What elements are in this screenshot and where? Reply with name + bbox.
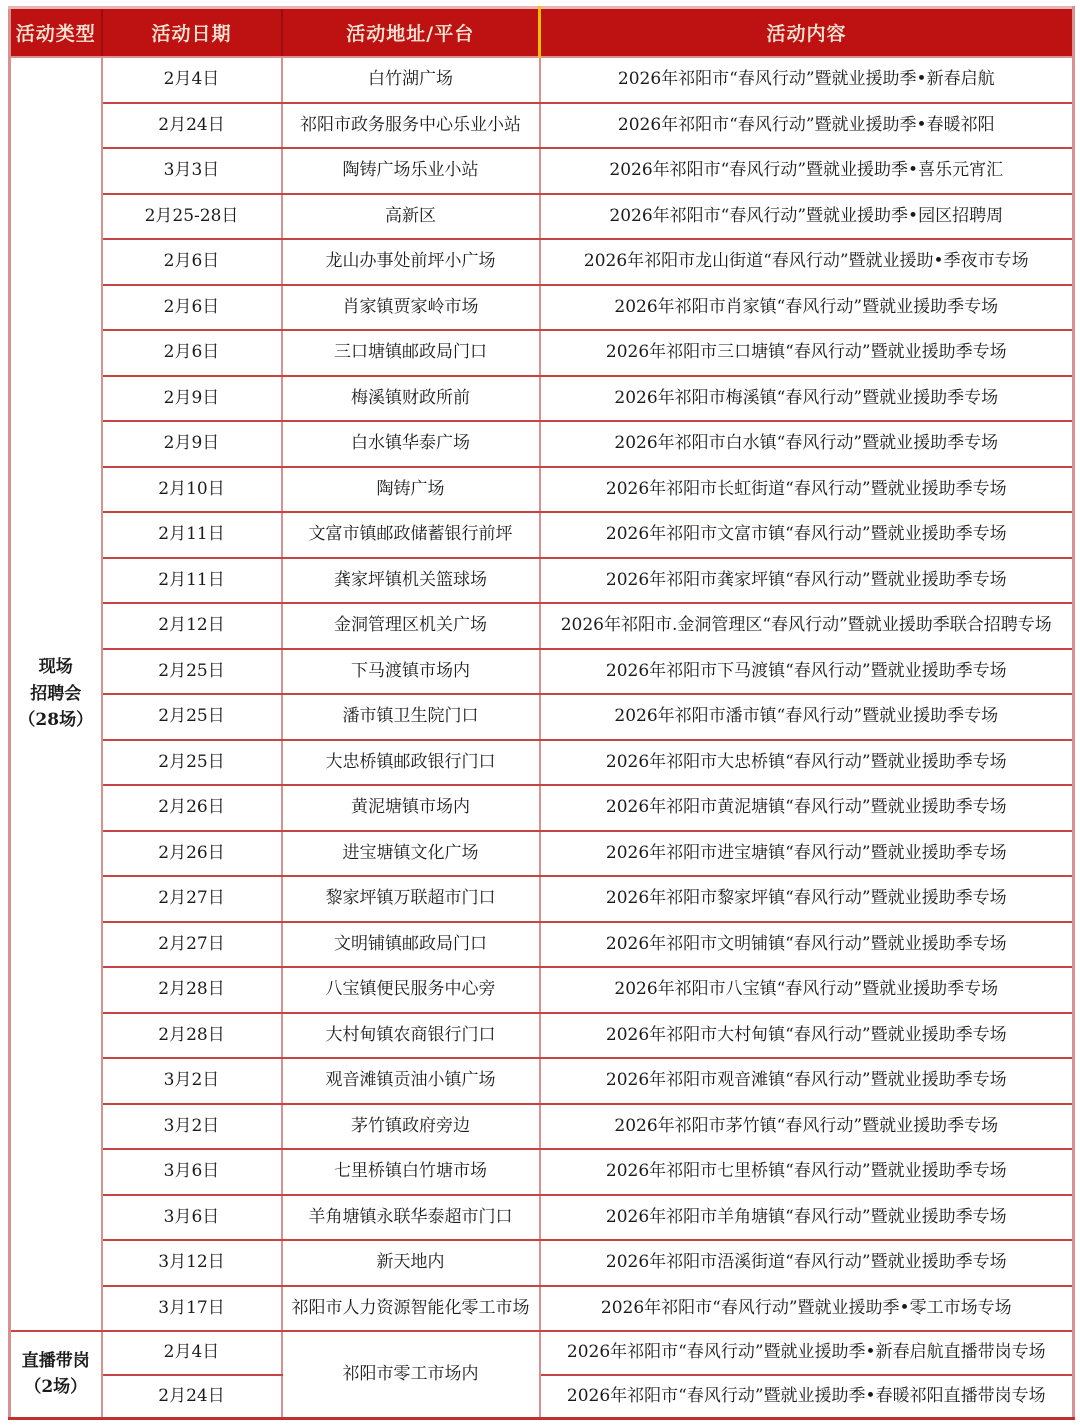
header-activity-content: 活动内容 [540,8,1074,58]
table-row [10,785,1074,831]
activity-location-cell: 茅竹镇政府旁边 [282,1104,540,1150]
activity-content-cell: 2026年祁阳市黄泥塘镇“春风行动”暨就业援助季专场 [540,785,1074,831]
table-row [10,1331,1074,1375]
table-row [10,1375,1074,1419]
activity-date-cell: 2月9日 [102,421,282,467]
activity-location-cell: 陶铸广场乐业小站 [282,148,540,194]
activity-schedule-table [8,6,1075,1420]
table-row [10,103,1074,149]
activity-date-cell: 2月25日 [102,694,282,740]
activity-location-cell: 肖家镇贾家岭市场 [282,285,540,331]
activity-date-cell: 3月3日 [102,148,282,194]
activity-content-cell: 2026年祁阳市观音滩镇“春风行动”暨就业援助季专场 [540,1058,1074,1104]
table-row [10,649,1074,695]
table-header-row [10,8,1074,58]
activity-location-cell: 黎家坪镇万联超市门口 [282,876,540,922]
activity-content-cell: 2026年祁阳市文富市镇“春风行动”暨就业援助季专场 [540,512,1074,558]
activity-date-cell: 3月6日 [102,1195,282,1241]
activity-date-cell: 2月4日 [102,57,282,103]
activity-date-cell: 2月4日 [102,1331,282,1375]
activity-date-cell: 2月28日 [102,1013,282,1059]
activity-location-cell: 潘市镇卫生院门口 [282,694,540,740]
activity-content-cell: 2026年祁阳市七里桥镇“春风行动”暨就业援助季专场 [540,1149,1074,1195]
table-row [10,740,1074,786]
table-row [10,1149,1074,1195]
activity-location-cell: 七里桥镇白竹塘市场 [282,1149,540,1195]
activity-location-cell: 大村甸镇农商银行门口 [282,1013,540,1059]
activity-content-cell: 2026年祁阳市下马渡镇“春风行动”暨就业援助季专场 [540,649,1074,695]
activity-content-cell: 2026年祁阳市“春风行动”暨就业援助季•新春启航直播带岗专场 [540,1331,1074,1375]
activity-location-cell: 陶铸广场 [282,467,540,513]
activity-location-cell: 文富市镇邮政储蓄银行前坪 [282,512,540,558]
table-row [10,148,1074,194]
header-activity-type: 活动类型 [10,8,102,58]
table-row [10,876,1074,922]
activity-date-cell: 2月27日 [102,876,282,922]
activity-content-cell: 2026年祁阳市“春风行动”暨就业援助季•新春启航 [540,57,1074,103]
activity-date-cell: 2月26日 [102,831,282,877]
activity-location-cell: 羊角塘镇永联华泰超市门口 [282,1195,540,1241]
activity-date-cell: 2月24日 [102,1375,282,1419]
activity-date-cell: 2月25-28日 [102,194,282,240]
activity-date-cell: 2月28日 [102,967,282,1013]
activity-date-cell: 2月10日 [102,467,282,513]
activity-content-cell: 2026年祁阳市八宝镇“春风行动”暨就业援助季专场 [540,967,1074,1013]
activity-content-cell: 2026年祁阳市龙山街道“春风行动”暨就业援助•季夜市专场 [540,239,1074,285]
activity-location-cell: 黄泥塘镇市场内 [282,785,540,831]
activity-date-cell: 2月12日 [102,603,282,649]
table-row [10,1013,1074,1059]
activity-location-cell: 新天地内 [282,1240,540,1286]
activity-content-cell: 2026年祁阳市白水镇“春风行动”暨就业援助季专场 [540,421,1074,467]
activity-date-cell: 2月25日 [102,740,282,786]
table-row [10,922,1074,968]
activity-date-cell: 2月11日 [102,512,282,558]
activity-location-cell: 下马渡镇市场内 [282,649,540,695]
table-row [10,467,1074,513]
table-row [10,512,1074,558]
activity-content-cell: 2026年祁阳市进宝塘镇“春风行动”暨就业援助季专场 [540,831,1074,877]
activity-location-cell: 龚家坪镇机关篮球场 [282,558,540,604]
activity-location-cell: 祁阳市人力资源智能化零工市场 [282,1286,540,1332]
activity-content-cell: 2026年祁阳市长虹街道“春风行动”暨就业援助季专场 [540,467,1074,513]
table-row [10,1195,1074,1241]
table-row [10,1240,1074,1286]
activity-location-cell: 进宝塘镇文化广场 [282,831,540,877]
table-row [10,57,1074,103]
table-row [10,194,1074,240]
activity-location-cell: 大忠桥镇邮政银行门口 [282,740,540,786]
activity-date-cell: 2月9日 [102,376,282,422]
activity-content-cell: 2026年祁阳市潘市镇“春风行动”暨就业援助季专场 [540,694,1074,740]
table-row [10,694,1074,740]
activity-date-cell: 2月26日 [102,785,282,831]
activity-date-cell: 2月25日 [102,649,282,695]
table-row [10,421,1074,467]
activity-content-cell: 2026年祁阳市“春风行动”暨就业援助季•园区招聘周 [540,194,1074,240]
activity-content-cell: 2026年祁阳市梅溪镇“春风行动”暨就业援助季专场 [540,376,1074,422]
activity-content-cell: 2026年祁阳市茅竹镇“春风行动”暨就业援助季专场 [540,1104,1074,1150]
activity-content-cell: 2026年祁阳市浯溪街道“春风行动”暨就业援助季专场 [540,1240,1074,1286]
table-row [10,239,1074,285]
activity-content-cell: 2026年祁阳市羊角塘镇“春风行动”暨就业援助季专场 [540,1195,1074,1241]
activity-location-cell: 祁阳市零工市场内 [282,1331,540,1418]
activity-location-cell: 白竹湖广场 [282,57,540,103]
activity-content-cell: 2026年祁阳市黎家坪镇“春风行动”暨就业援助季专场 [540,876,1074,922]
activity-location-cell: 文明铺镇邮政局门口 [282,922,540,968]
activity-date-cell: 2月6日 [102,285,282,331]
activity-location-cell: 梅溪镇财政所前 [282,376,540,422]
activity-location-cell: 祁阳市政务服务中心乐业小站 [282,103,540,149]
table-row [10,603,1074,649]
activity-location-cell: 三口塘镇邮政局门口 [282,330,540,376]
table-row [10,376,1074,422]
activity-date-cell: 2月6日 [102,239,282,285]
activity-content-cell: 2026年祁阳市文明铺镇“春风行动”暨就业援助季专场 [540,922,1074,968]
table-row [10,1286,1074,1332]
table-row [10,831,1074,877]
activity-date-cell: 2月6日 [102,330,282,376]
table-row [10,285,1074,331]
activity-content-cell: 2026年祁阳市龚家坪镇“春风行动”暨就业援助季专场 [540,558,1074,604]
activity-date-cell: 2月27日 [102,922,282,968]
activity-location-cell: 龙山办事处前坪小广场 [282,239,540,285]
activity-date-cell: 3月2日 [102,1058,282,1104]
activity-content-cell: 2026年祁阳市“春风行动”暨就业援助季•零工市场专场 [540,1286,1074,1332]
activity-content-cell: 2026年祁阳市大忠桥镇“春风行动”暨就业援助季专场 [540,740,1074,786]
table-row [10,558,1074,604]
activity-content-cell: 2026年祁阳市三口塘镇“春风行动”暨就业援助季专场 [540,330,1074,376]
activity-location-cell: 金洞管理区机关广场 [282,603,540,649]
header-activity-location: 活动地址/平台 [282,8,540,58]
activity-date-cell: 2月24日 [102,103,282,149]
table-row [10,330,1074,376]
header-activity-date: 活动日期 [102,8,282,58]
activity-content-cell: 2026年祁阳市.金洞管理区“春风行动”暨就业援助季联合招聘专场 [540,603,1074,649]
table-row [10,967,1074,1013]
activity-type-cell: 直播带岗 （2场） [10,1331,102,1418]
activity-date-cell: 3月2日 [102,1104,282,1150]
table-row [10,1058,1074,1104]
activity-content-cell: 2026年祁阳市肖家镇“春风行动”暨就业援助季专场 [540,285,1074,331]
activity-type-cell: 现场 招聘会 （28场） [10,57,102,1331]
table-row [10,1104,1074,1150]
activity-location-cell: 观音滩镇贡油小镇广场 [282,1058,540,1104]
activity-location-cell: 八宝镇便民服务中心旁 [282,967,540,1013]
activity-content-cell: 2026年祁阳市“春风行动”暨就业援助季•春暖祁阳 [540,103,1074,149]
activity-date-cell: 3月12日 [102,1240,282,1286]
activity-content-cell: 2026年祁阳市大村甸镇“春风行动”暨就业援助季专场 [540,1013,1074,1059]
activity-date-cell: 3月17日 [102,1286,282,1332]
activity-location-cell: 高新区 [282,194,540,240]
activity-content-cell: 2026年祁阳市“春风行动”暨就业援助季•春暖祁阳直播带岗专场 [540,1375,1074,1419]
activity-location-cell: 白水镇华泰广场 [282,421,540,467]
activity-date-cell: 3月6日 [102,1149,282,1195]
activity-date-cell: 2月11日 [102,558,282,604]
activity-content-cell: 2026年祁阳市“春风行动”暨就业援助季•喜乐元宵汇 [540,148,1074,194]
